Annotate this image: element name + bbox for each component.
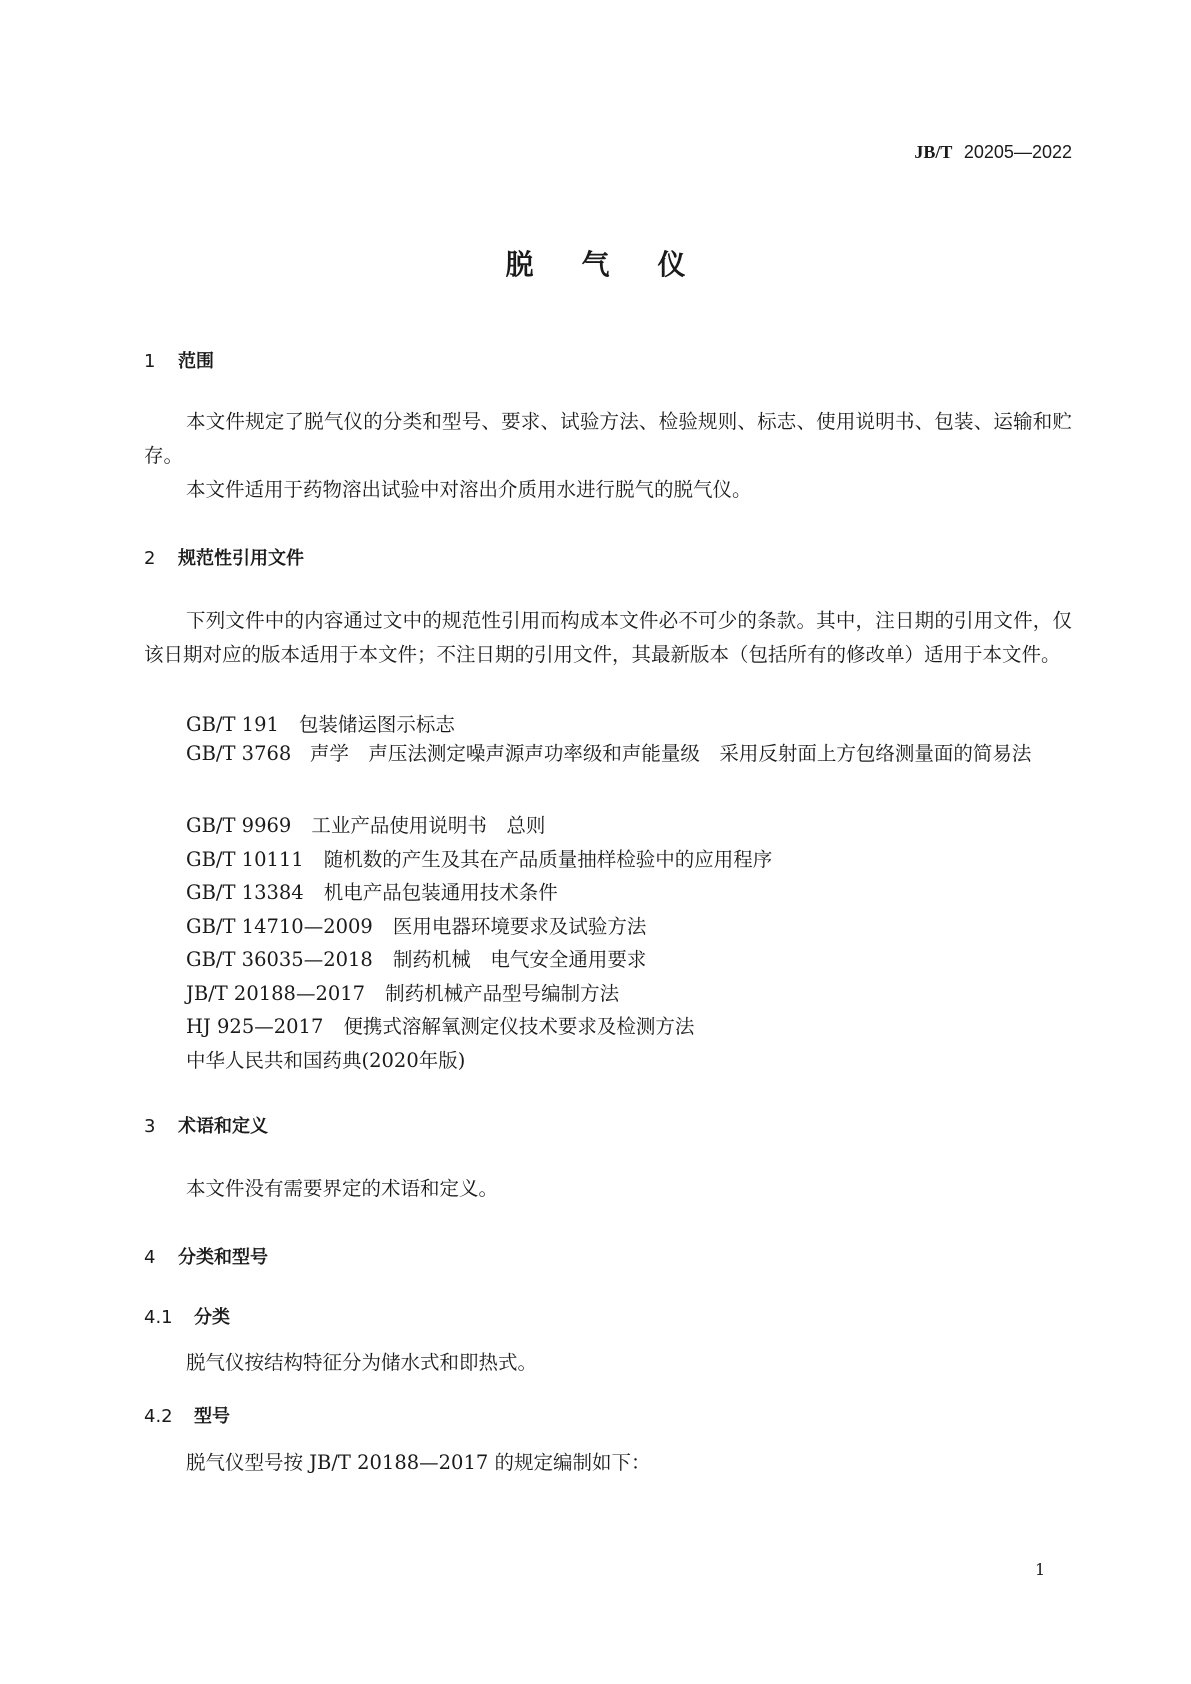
paragraph: 脱气仪型号按 JB/T 20188—2017 的规定编制如下： <box>186 1451 651 1474</box>
ref-title: 医用电器环境要求及试验方法 <box>392 915 647 938</box>
ref-title: 便携式溶解氧测定仪技术要求及检测方法 <box>343 1015 695 1038</box>
section-2-heading <box>144 544 304 570</box>
section-title: 规范性引用文件 <box>178 548 304 569</box>
page-number: 1 <box>1035 1560 1046 1579</box>
section-number: 4.2 <box>144 1406 173 1427</box>
ref-title: 制药机械产品型号编制方法 <box>385 982 620 1005</box>
reference-item <box>186 810 545 838</box>
paragraph: 本文件没有需要界定的术语和定义。 <box>186 1177 499 1200</box>
document-code <box>914 142 1072 163</box>
ref-code: JB/T 20188—2017 <box>186 982 366 1005</box>
ref-title: 包装储运图示标志 <box>298 713 455 736</box>
page-title: 脱气仪 <box>505 248 734 281</box>
reference-item <box>186 911 646 939</box>
section-number: 4.1 <box>144 1307 173 1328</box>
code-number: 20205—2022 <box>963 142 1072 162</box>
reference-item <box>186 1045 465 1073</box>
section-1-heading <box>144 347 214 373</box>
paragraph: 本文件适用于药物溶出试验中对溶出介质用水进行脱气的脱气仪。 <box>186 478 752 501</box>
reference-item <box>186 944 646 972</box>
reference-item <box>186 709 455 737</box>
section-4-heading <box>144 1243 268 1269</box>
section-title: 分类和型号 <box>178 1247 268 1268</box>
ref-code: GB/T 3768 <box>186 742 292 765</box>
section-number: 3 <box>144 1116 156 1137</box>
section-title: 分类 <box>194 1307 230 1328</box>
reference-item <box>186 877 558 905</box>
ref-title: 随机数的产生及其在产品质量抽样检验中的应用程序 <box>323 848 773 871</box>
ref-code: HJ 925—2017 <box>186 1015 324 1038</box>
section-number: 4 <box>144 1247 156 1268</box>
section-4-2-heading <box>144 1402 230 1428</box>
reference-item <box>186 978 619 1006</box>
ref-code: GB/T 191 <box>186 713 279 736</box>
section-title: 术语和定义 <box>178 1116 268 1137</box>
ref-code: GB/T 10111 <box>186 848 304 871</box>
ref-code: GB/T 14710—2009 <box>186 915 373 938</box>
section-number: 1 <box>144 351 156 372</box>
ref-title: 制药机械 电气安全通用要求 <box>392 948 647 971</box>
reference-item <box>186 844 772 872</box>
ref-title: 声学 声压法测定噪声源声功率级和声能量级 采用反射面上方包络测量面的简易法 <box>309 742 1032 765</box>
section-number: 2 <box>144 548 156 569</box>
reference-item <box>144 737 1072 771</box>
paragraph: 脱气仪按结构特征分为储水式和即热式。 <box>186 1351 538 1374</box>
ref-code: GB/T 36035—2018 <box>186 948 373 971</box>
reference-item <box>186 1011 694 1039</box>
ref-code: GB/T 9969 <box>186 814 292 837</box>
section-title: 型号 <box>194 1406 230 1427</box>
paragraph: 下列文件中的内容通过文中的规范性引用而构成本文件必不可少的条款。其中，注日期的引用文件，仅该日期对应的版本适用于本文件；不注日期的引用文件，其最新版本（包括所有的修改单）适用于本文件。 <box>144 609 1072 666</box>
ref-title: 中华人民共和国药典(2020年版) <box>186 1049 466 1072</box>
section-3-heading <box>144 1112 268 1138</box>
code-prefix: JB/T <box>914 142 953 162</box>
section-4-1-heading <box>144 1303 230 1329</box>
ref-title: 工业产品使用说明书 总则 <box>311 814 546 837</box>
ref-title: 机电产品包装通用技术条件 <box>323 881 558 904</box>
ref-code: GB/T 13384 <box>186 881 304 904</box>
section-title: 范围 <box>178 351 214 372</box>
paragraph: 本文件规定了脱气仪的分类和型号、要求、试验方法、检验规则、标志、使用说明书、包装、运输和贮存。 <box>144 410 1072 467</box>
